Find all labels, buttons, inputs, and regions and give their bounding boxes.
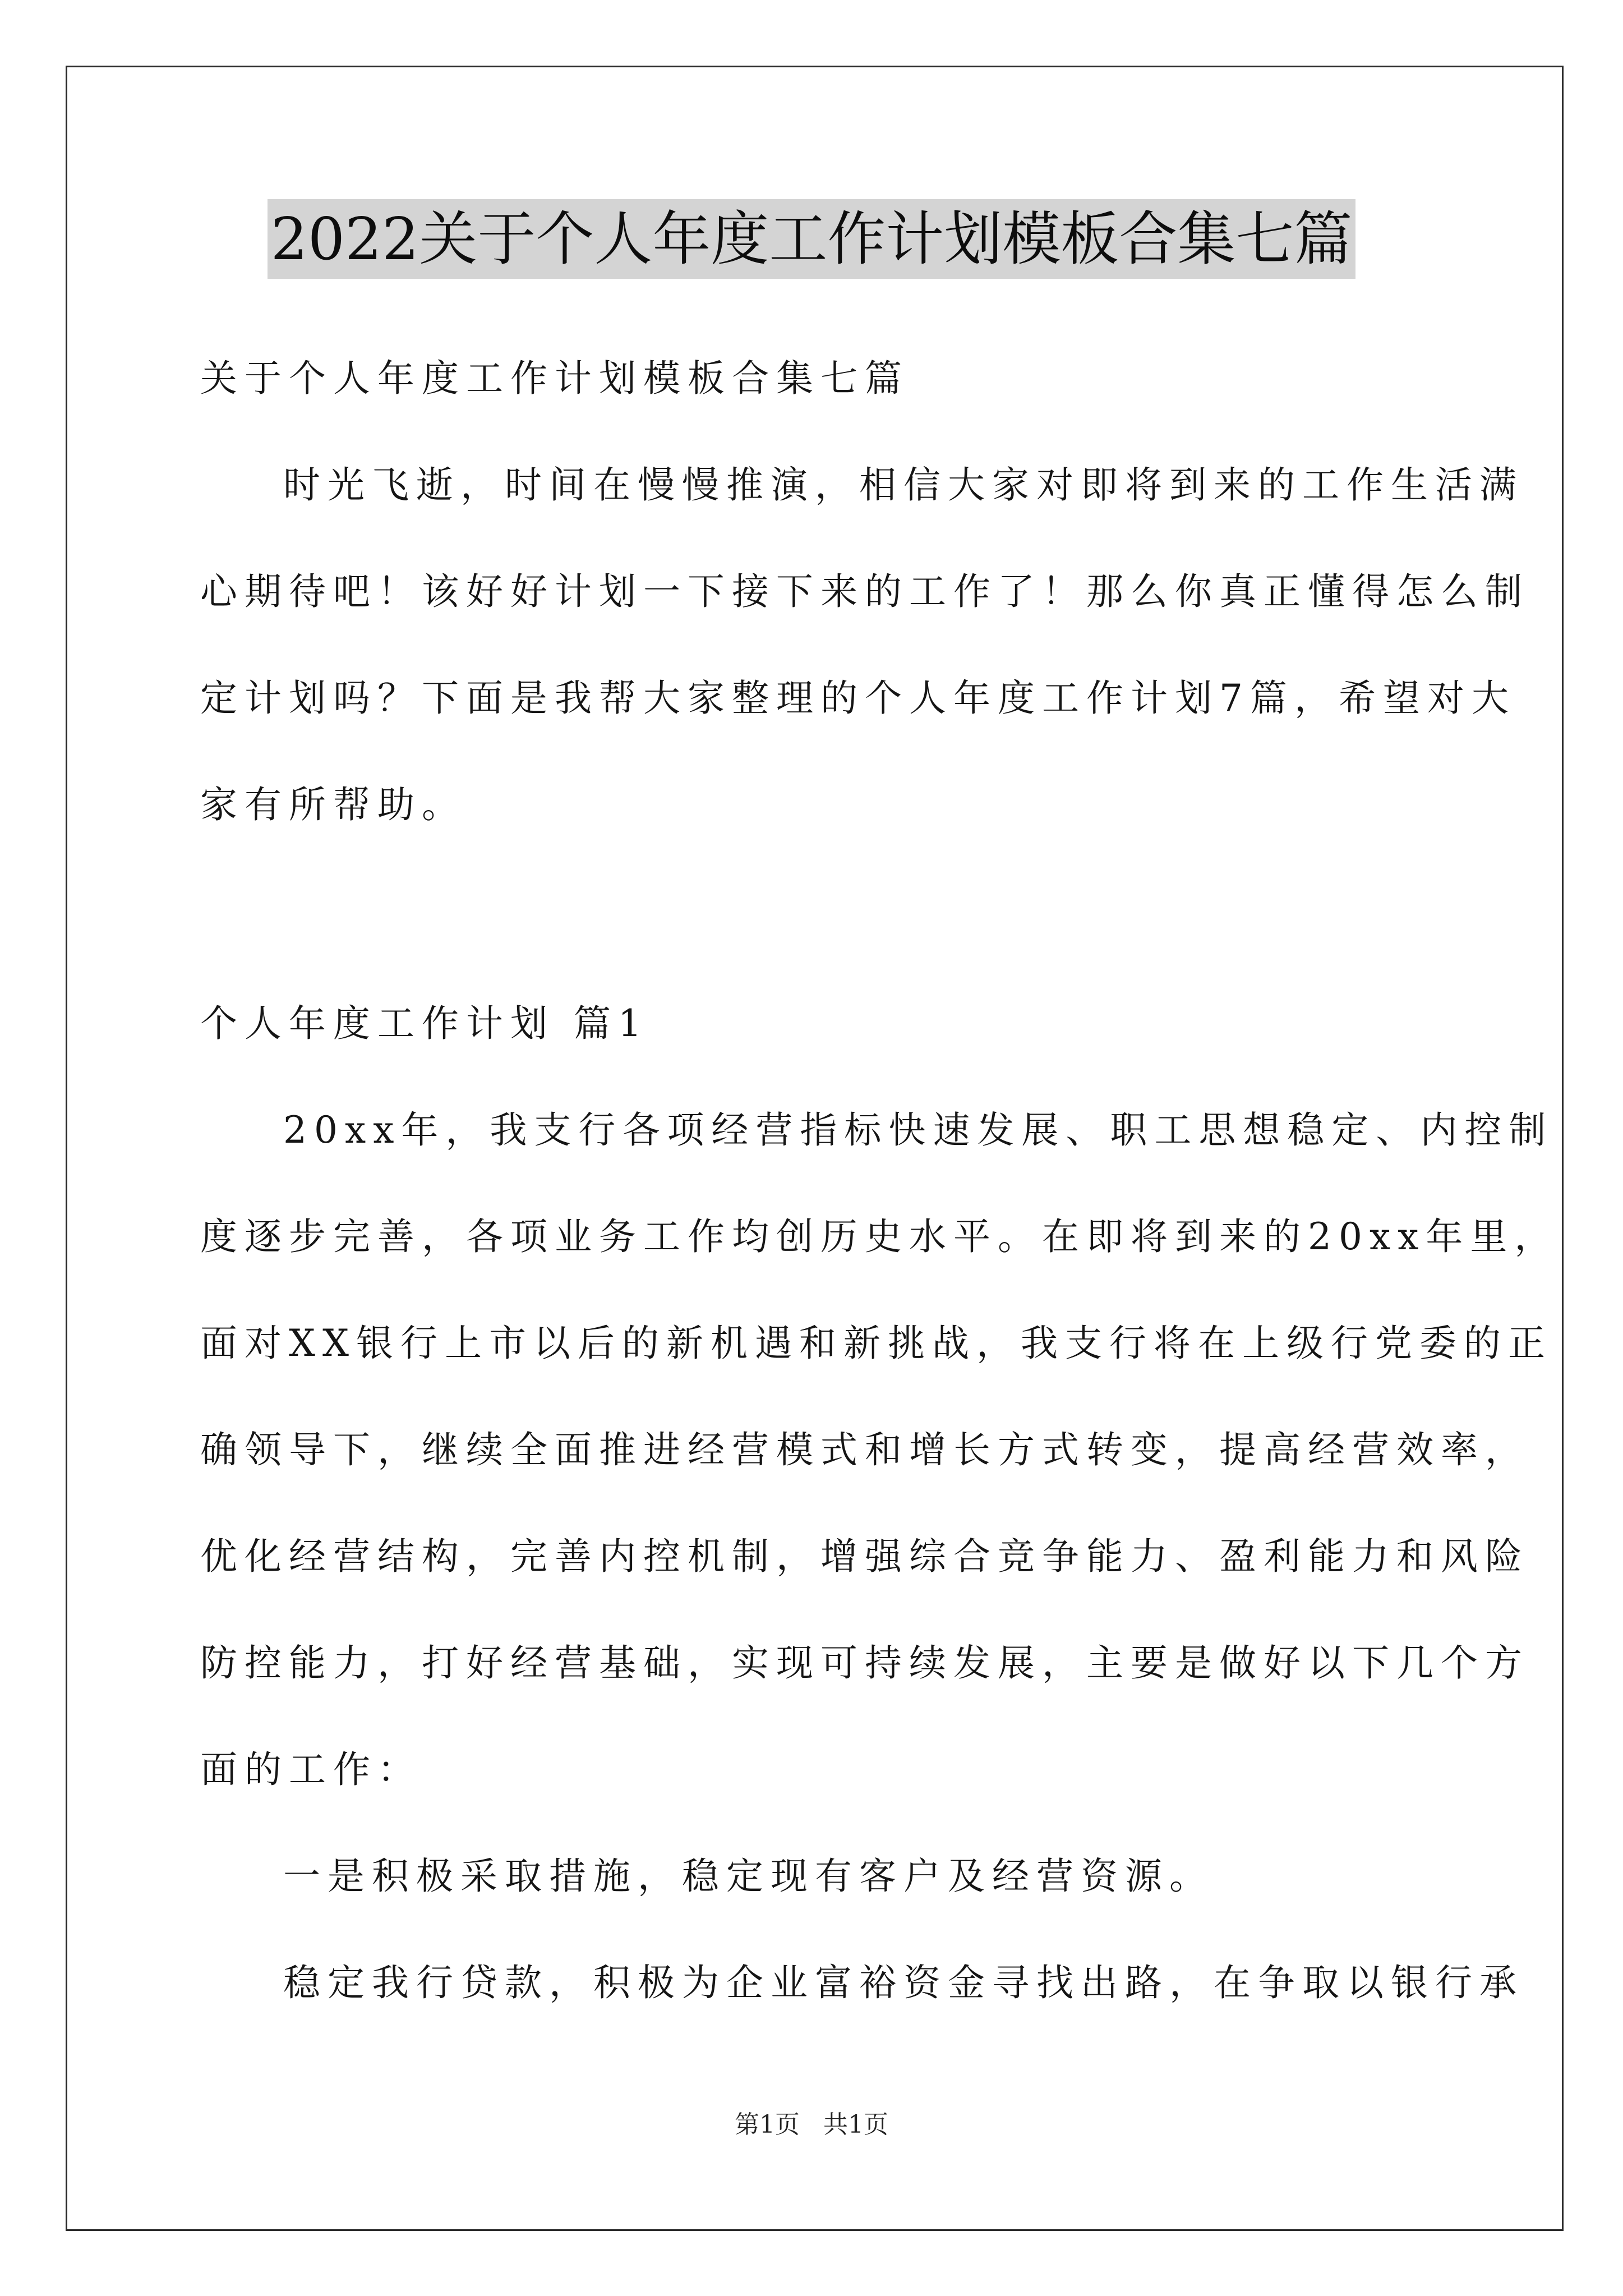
section-line-5: 优化经营结构，完善内控机制，增强综合竞争能力、盈利能力和风险: [200, 1535, 1529, 1578]
page-footer: 第1页 共1页: [735, 2110, 888, 2139]
intro-line-4: 家有所帮助。: [200, 783, 466, 826]
intro-line-2: 心期待吧！该好好计划一下接下来的工作了！那么你真正懂得怎么制: [200, 570, 1529, 613]
intro-line-1: 时光飞逝，时间在慢慢推演，相信大家对即将到来的工作生活满: [283, 463, 1524, 507]
intro-line-3: 定计划吗？下面是我帮大家整理的个人年度工作计划7篇，希望对大: [200, 677, 1516, 720]
section-line-6: 防控能力，打好经营基础，实现可持续发展，主要是做好以下几个方: [200, 1641, 1529, 1685]
section-line-1: 20xx年，我支行各项经营指标快速发展、职工思想稳定、内控制: [283, 1108, 1553, 1152]
point-one-line: 稳定我行贷款，积极为企业富裕资金寻找出路，在争取以银行承: [283, 1961, 1524, 2004]
section-line-4: 确领导下，继续全面推进经营模式和增长方式转变，提高经营效率，: [200, 1428, 1529, 1471]
section-line-7: 面的工作：: [200, 1748, 422, 1791]
section-line-3: 面对XX银行上市以后的新机遇和新挑战，我支行将在上级行党委的正: [200, 1322, 1552, 1365]
title-container: [0, 199, 1623, 279]
document-title: 2022关于个人年度工作计划模板合集七篇: [268, 199, 1356, 279]
section-heading: 个人年度工作计划 篇1: [200, 1002, 649, 1045]
section-line-2: 度逐步完善，各项业务工作均创历史水平。在即将到来的20xx年里，: [200, 1215, 1559, 1258]
document-subtitle: 关于个人年度工作计划模板合集七篇: [200, 357, 909, 400]
point-one-heading: 一是积极采取措施，稳定现有客户及经营资源。: [283, 1855, 1214, 1898]
